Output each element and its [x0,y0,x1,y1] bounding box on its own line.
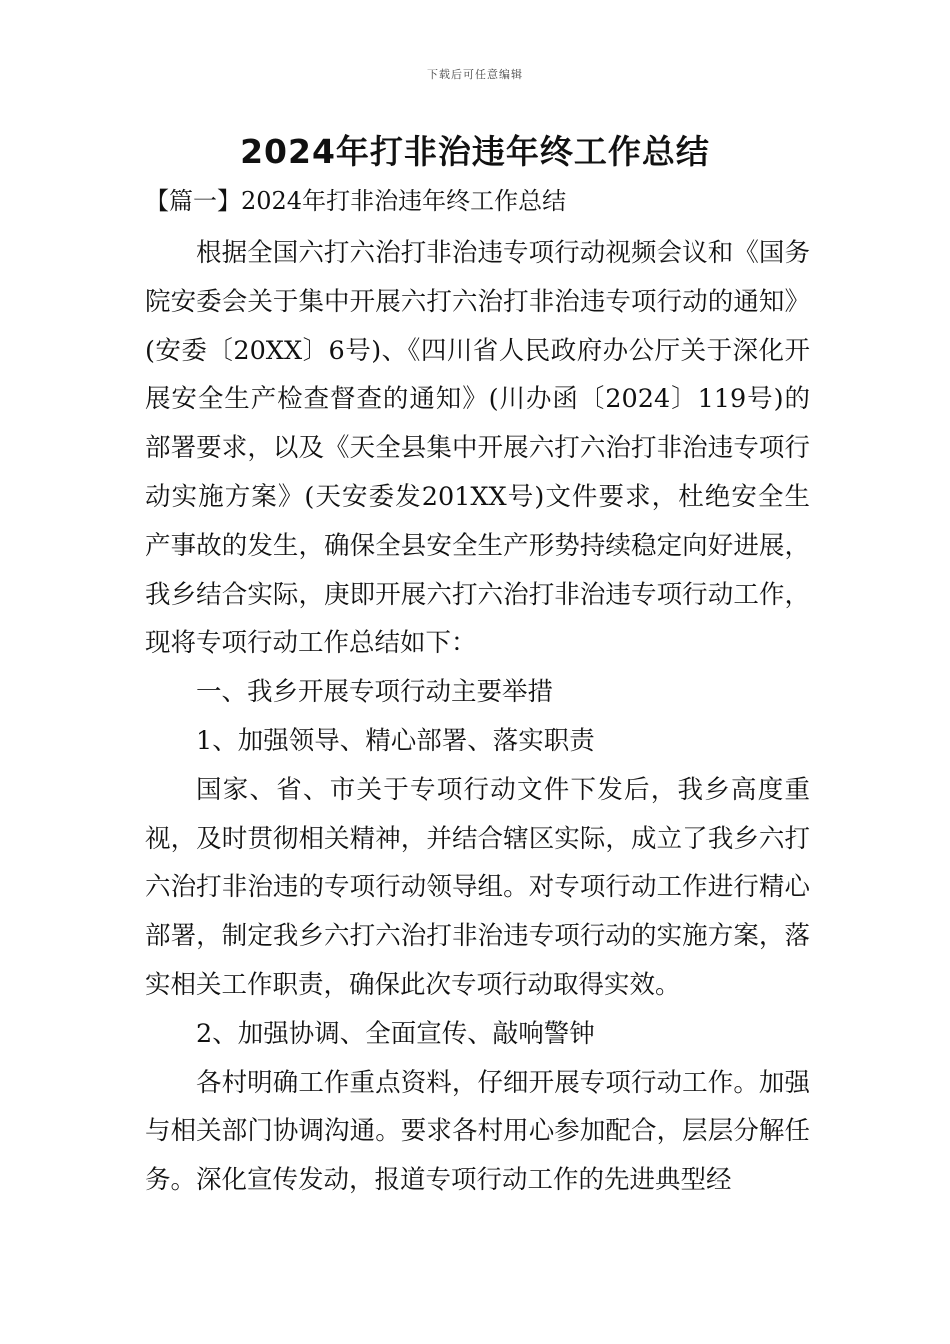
subheading-coordination: 2、加强协调、全面宣传、敲响警钟 [196,1018,595,1049]
document-title: 2024年打非治违年终工作总结 [240,132,710,171]
paragraph-coordination: 各村明确工作重点资料，仔细开展专项行动工作。加强与相关部门协调沟通。要求各村用心参加配合，层层分解任务。深化宣传发动，报道专项行动工作的先进典型经 [145,1067,810,1196]
paragraph-leadership: 国家、省、市关于专项行动文件下发后，我乡高度重视，及时贯彻相关精神，并结合辖区实际，成立了我乡六打六治打非治违的专项行动领导组。对专项行动工作进行精心部署，制定我乡六打六治打非治违专项行动的实施方案，落实相关工作职责，确保此次专项行动取得实效。 [145,774,810,1000]
section-label: 【篇一】2024年打非治违年终工作总结 [145,187,567,215]
header-note: 下载后可任意编辑 [427,68,523,81]
heading-main-measures: 一、我乡开展专项行动主要举措 [196,677,554,708]
subheading-leadership: 1、加强领导、精心部署、落实职责 [196,725,595,756]
paragraph-intro: 根据全国六打六治打非治违专项行动视频会议和《国务院安委会关于集中开展六打六治打非治违专项行动的通知》(安委〔20XX〕6号)、《四川省人民政府办公厅关于深化开展安全生产检查督查的通知》(川办函〔2024〕119号)的部署要求，以及《天全县集中开展六打六治打非治违专项行动实施方案》(天安委发201XX号)文件要求，杜绝安全生产事故的发生，确保全县安全生产形势持续稳定向好进展，我乡结合实际，庚即开展六打六治打非治违专项行动工作，现将专项行动工作总结如下： [145,238,810,659]
document-body [145,229,810,1205]
